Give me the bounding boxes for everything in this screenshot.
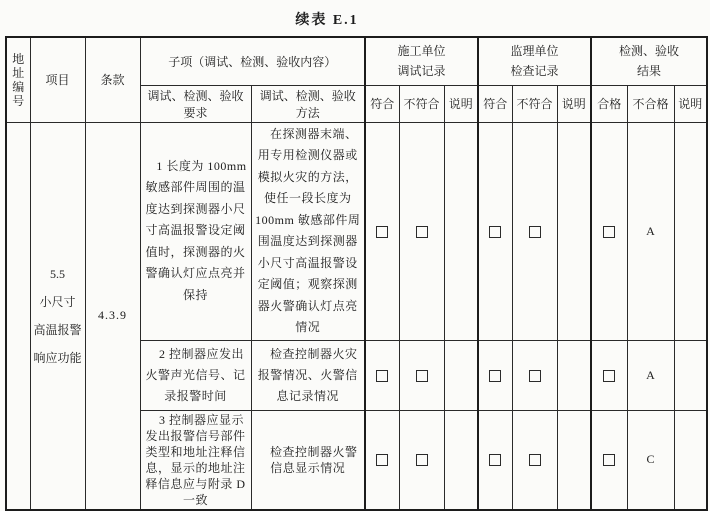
subheader-supervision-note: 说明 xyxy=(557,85,591,122)
cell-requirement: 3 控制器应显示发出报警信号部件类型和地址注释信息，显示的地址注释信息应与附录 D 一致 xyxy=(140,410,251,510)
checkbox-icon[interactable] xyxy=(529,454,541,466)
subheader-result-note: 说明 xyxy=(674,85,707,122)
column-header-item: 项目 xyxy=(30,37,85,122)
cell-requirement: 1 长度为 100mm 敏感部件周围的温度达到探测器小尺寸高温报警设定阈值时，探测器的火警确认灯应点亮并保持 xyxy=(140,122,251,340)
checkbox-icon[interactable] xyxy=(416,370,428,382)
cell-construction-note xyxy=(444,122,478,340)
cell-address-number xyxy=(6,122,30,510)
cell-supervision-conform xyxy=(478,122,512,340)
result-group-line2: 结果 xyxy=(637,64,662,79)
cell-supervision-note xyxy=(557,410,591,510)
cell-construction-conform xyxy=(365,340,399,410)
table-title: 续表 E.1 xyxy=(295,13,359,28)
cell-result-pass xyxy=(591,410,627,510)
cell-clause: 4.3.9 xyxy=(85,122,140,510)
checkbox-icon[interactable] xyxy=(416,226,428,238)
subheader-construction-conform: 符合 xyxy=(365,85,399,122)
checkbox-icon[interactable] xyxy=(489,370,501,382)
cell-construction-conform xyxy=(365,122,399,340)
table-row xyxy=(6,122,707,340)
cell-result-fail-grade: A xyxy=(627,340,674,410)
checkbox-icon[interactable] xyxy=(416,454,428,466)
subheader-construction-nonconform: 不符合 xyxy=(399,85,444,122)
subheader-construction-note: 说明 xyxy=(444,85,478,122)
checkbox-icon[interactable] xyxy=(603,454,615,466)
item-line-2: 高温报警 xyxy=(33,322,82,337)
checkbox-icon[interactable] xyxy=(529,226,541,238)
header-row-groups xyxy=(6,37,707,85)
supervision-group-line2: 检查记录 xyxy=(510,64,559,79)
checkbox-icon[interactable] xyxy=(489,454,501,466)
cell-result-note xyxy=(674,340,707,410)
column-group-inspection-result xyxy=(591,37,707,85)
cell-construction-nonconform xyxy=(399,410,444,510)
cell-result-fail-grade: A xyxy=(627,122,674,340)
checkbox-icon[interactable] xyxy=(603,226,615,238)
subheader-methods: 调试、检测、验收方法 xyxy=(251,85,365,122)
cell-supervision-nonconform xyxy=(512,340,557,410)
cell-result-pass xyxy=(591,340,627,410)
cell-item xyxy=(30,122,85,510)
cell-construction-conform xyxy=(365,410,399,510)
cell-method: 检查控制器火灾报警情况、火警信息记录情况 xyxy=(251,340,365,410)
construction-group-line1: 施工单位 xyxy=(397,44,446,59)
cell-method: 在探测器末端、用专用检测仪器或模拟火灾的方法，使任一段长度为 100mm 敏感部件周围温度达到探测器小尺寸高温报警设定阈值；观察探测器火警确认灯点亮情况 xyxy=(251,122,365,340)
cell-supervision-nonconform xyxy=(512,410,557,510)
cell-supervision-conform xyxy=(478,340,512,410)
cell-construction-nonconform xyxy=(399,340,444,410)
checkbox-icon[interactable] xyxy=(603,370,615,382)
checkbox-icon[interactable] xyxy=(489,226,501,238)
cell-result-note xyxy=(674,410,707,510)
cell-result-fail-grade: C xyxy=(627,410,674,510)
supervision-group-line1: 监理单位 xyxy=(510,44,559,59)
item-line-number: 5.5 xyxy=(50,266,65,281)
item-line-3: 响应功能 xyxy=(33,350,82,365)
cell-supervision-conform xyxy=(478,410,512,510)
column-header-address-number: 地址编号 xyxy=(6,37,30,122)
cell-result-note xyxy=(674,122,707,340)
subheader-supervision-conform: 符合 xyxy=(478,85,512,122)
cell-construction-note xyxy=(444,410,478,510)
checkbox-icon[interactable] xyxy=(529,370,541,382)
column-header-subitem: 子项（调试、检测、验收内容） xyxy=(140,37,365,85)
cell-supervision-note xyxy=(557,122,591,340)
column-group-construction-record xyxy=(365,37,478,85)
acceptance-record-table xyxy=(5,36,708,511)
cell-result-pass xyxy=(591,122,627,340)
cell-construction-nonconform xyxy=(399,122,444,340)
subheader-result-fail: 不合格 xyxy=(627,85,674,122)
cell-supervision-nonconform xyxy=(512,122,557,340)
column-header-clause: 条款 xyxy=(85,37,140,122)
cell-supervision-note xyxy=(557,340,591,410)
subheader-supervision-nonconform: 不符合 xyxy=(512,85,557,122)
checkbox-icon[interactable] xyxy=(376,226,388,238)
column-group-supervision-record xyxy=(478,37,591,85)
subheader-requirements: 调试、检测、验收要求 xyxy=(140,85,251,122)
cell-construction-note xyxy=(444,340,478,410)
subheader-result-pass: 合格 xyxy=(591,85,627,122)
result-group-line1: 检测、验收 xyxy=(619,44,680,59)
checkbox-icon[interactable] xyxy=(376,370,388,382)
construction-group-line2: 调试记录 xyxy=(397,64,446,79)
item-line-1: 小尺寸 xyxy=(39,294,76,309)
checkbox-icon[interactable] xyxy=(376,454,388,466)
cell-method: 检查控制器火警信息显示情况 xyxy=(251,410,365,510)
cell-requirement: 2 控制器应发出火警声光信号、记录报警时间 xyxy=(140,340,251,410)
